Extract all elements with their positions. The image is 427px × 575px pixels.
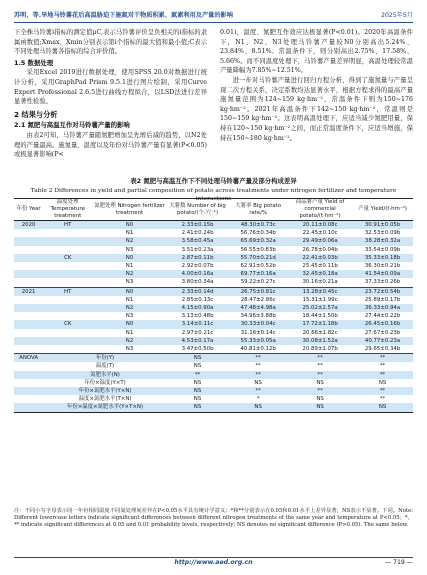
col-header-year: 年份 Year	[14, 199, 43, 221]
cell-anova-label	[14, 403, 43, 412]
cell-factor: 温度×氮肥水平(T×N)	[78, 396, 132, 403]
cell-big-rate: 30.33±0.04c	[228, 320, 288, 328]
table-row	[14, 337, 413, 345]
cell-temperature	[43, 329, 92, 337]
cell-commercial-yield: 32.45±0.18a	[288, 270, 352, 278]
cell-big-potato: 3.14±0.11c	[167, 320, 228, 328]
cell-nitrogen: N3	[125, 313, 134, 320]
cell-big-rate: **	[228, 387, 288, 395]
cell-big-rate: 62.91±0.52b	[240, 263, 276, 270]
cell-temperature: CK	[43, 320, 92, 328]
cell-big-potato: 2.97±0.21c	[181, 329, 214, 336]
cell-factor: 年份×温度×氮肥水平(Y×T×N)	[43, 403, 167, 412]
cell-nitrogen: N3	[125, 346, 134, 353]
cell-yield: 29.65±0.34b	[364, 346, 401, 353]
cell-big-rate: 59.22±0.27c	[240, 279, 276, 286]
cell-big-rate: 31.16±0.14c	[240, 329, 276, 336]
table-row	[14, 246, 413, 254]
cell-big-potato: 2.87±0.11b	[167, 254, 228, 262]
cell-year	[14, 254, 43, 262]
cell-commercial-yield: 17.72±1.18b	[288, 320, 352, 328]
cell-temperature: HT	[43, 287, 92, 296]
cell-year	[14, 304, 43, 312]
cell-yield: 30.91±0.05b	[352, 221, 413, 230]
table-row	[14, 296, 413, 304]
cell-big-potato: **	[167, 371, 228, 379]
cell-big-potato: 2.85±0.13c	[181, 296, 214, 303]
cell-big-rate: 40.81±0.12b	[240, 346, 276, 353]
left-paragraph-2: 采用Excel 2019进行数据处理，使用SPSS 20.0对数据进行统计分析，采用GraphPad Prism 9.5.1进行图片绘制，采用Curve Expert Professional 2.6.5进行曲线方程拟合，以LSD法进行差异显著性检验。	[14, 69, 207, 106]
cell-commercial-yield: 25.02±2.57a	[288, 304, 352, 312]
cell-big-potato: 2.33±0.14d	[167, 287, 228, 296]
cell-big-potato: 2.41±0.24b	[181, 230, 214, 237]
table-row	[14, 278, 413, 287]
anova-row	[14, 371, 413, 379]
cell-commercial-yield: 26.78±0.04b	[302, 246, 338, 253]
cell-year	[14, 345, 43, 354]
cell-big-rate: 65.69±0.32a	[228, 237, 288, 245]
header-title: 苏明，等.旱地马铃薯花后高温胁迫下施氮对干物质积累、氮素利用及产量的影响	[14, 12, 233, 19]
cell-temperature: CK	[43, 254, 92, 262]
anova-row	[14, 395, 413, 403]
cell-big-rate: 26.75±0.81c	[228, 287, 288, 296]
yield-table	[14, 198, 413, 413]
cell-yield: 25.89±0.17b	[364, 296, 401, 303]
col-header-temperature: 温度处理 Temperature treatment	[43, 199, 92, 221]
cell-year	[14, 262, 43, 270]
cell-yield: 26.45±0.16b	[352, 320, 413, 328]
cell-commercial-yield: 22.45±0.10c	[302, 230, 338, 237]
anova-row	[14, 403, 413, 412]
cell-commercial-yield: 20.66±1.82c	[302, 329, 338, 336]
table-note: 注：不同小写字母表示同一年份相同温度不同氮处理间差异在P<0.05水平具有统计学意义；*和**分别表示在0.05和0.01水平上差异显著，NS表示不显著。下同。Note: Different lowercase letters indicate significant differences between different nitrogen treatments of the same year and temperature at P<0.05；*，** indicate significant differences at 0.05 and 0.01 probability levels, respectively; NS denotes no significant difference (P>0.05). The same below.	[14, 508, 413, 529]
cell-nitrogen: N0	[92, 287, 167, 296]
cell-big-rate: **	[255, 363, 261, 370]
cell-commercial-yield: 13.28±0.45c	[288, 287, 352, 296]
cell-commercial-yield: **	[288, 354, 352, 363]
journal-url: http://www.aed.org.cn	[174, 559, 253, 566]
cell-nitrogen: N1	[125, 329, 134, 336]
cell-yield: 41.54±0.09a	[352, 270, 413, 278]
cell-nitrogen: N3	[125, 279, 134, 286]
cell-big-potato: NS	[167, 403, 228, 412]
cell-year	[14, 229, 43, 237]
cell-year	[14, 237, 43, 245]
cell-factor: 年份×温度(Y×T)	[84, 379, 126, 386]
cell-big-rate: 47.48±4.98a	[228, 304, 288, 312]
cell-anova-label	[14, 379, 43, 387]
col-header-nitrogen: 氮肥处理 Nitrogen fertilizer treatment	[92, 199, 167, 221]
cell-commercial-yield: 22.41±0.03b	[288, 254, 352, 262]
cell-big-rate: 55.70±0.21d	[228, 254, 288, 262]
section-2-heading: 2 结果与分析	[14, 109, 58, 119]
cell-big-potato: 3.80±0.34a	[181, 279, 214, 286]
col-header-big-rate: 大薯率 Big potato rate/%	[228, 199, 288, 221]
cell-yield: 32.53±0.09b	[364, 230, 401, 237]
header-rule	[14, 22, 413, 23]
cell-big-rate: 34.96±3.88b	[240, 313, 276, 320]
cell-big-potato: NS	[167, 354, 228, 363]
cell-temperature	[43, 304, 92, 312]
cell-yield: 27.67±0.23b	[364, 329, 401, 336]
cell-year	[14, 246, 43, 254]
cell-commercial-yield: NS	[316, 396, 324, 403]
cell-year: 2021	[14, 287, 43, 296]
cell-temperature	[43, 246, 92, 254]
col-header-big-potato: 大薯数 Number of big potato/(个·穴⁻¹)	[167, 199, 228, 221]
cell-nitrogen: N2	[92, 270, 167, 278]
cell-yield: 40.77±0.23a	[352, 337, 413, 345]
cell-big-rate: NS	[228, 403, 288, 412]
cell-big-rate: *	[256, 396, 260, 403]
cell-big-potato: NS	[193, 363, 202, 370]
cell-big-potato: 3.13±0.48b	[181, 313, 214, 320]
anova-row	[14, 354, 413, 363]
cell-factor: 氮肥水平(N)	[43, 371, 167, 379]
footer-rule	[14, 557, 413, 558]
cell-commercial-yield: **	[288, 371, 352, 379]
right-paragraph-1: 0.01)，温度、氮肥互作效应达极显著(P<0.01)。2020年高温条件下，N1、N2、N3处理马铃薯产量较N0分别高出5.24%、23.84%、8.51%；常温条件下，则分别高出2.75%、17.58%、5.66%。而不同温度处理下，马铃薯产量差异明显，高温处理较常温产量降幅为7.85%~12.51%。	[220, 29, 413, 75]
cell-commercial-yield: 29.49±0.06a	[288, 237, 352, 245]
cell-temperature	[43, 278, 92, 287]
cell-nitrogen: N1	[125, 263, 134, 270]
cell-big-potato: 2.92±0.07b	[181, 263, 214, 270]
cell-big-potato: NS	[193, 396, 202, 403]
cell-big-potato: 4.53±0.17a	[167, 337, 228, 345]
cell-big-rate: 69.77±0.16a	[228, 270, 288, 278]
cell-temperature	[43, 345, 92, 354]
cell-nitrogen: N2	[92, 304, 167, 312]
cell-nitrogen: N3	[125, 246, 134, 253]
cell-nitrogen: N1	[125, 230, 134, 237]
cell-temperature: HT	[43, 221, 92, 230]
page-number: — 719 —	[384, 559, 413, 566]
table-row	[14, 329, 413, 337]
cell-big-potato: 4.15±0.90a	[167, 304, 228, 312]
cell-commercial-yield: 15.31±1.99c	[302, 296, 338, 303]
cell-commercial-yield: **	[288, 387, 352, 395]
cell-big-rate: 28.47±2.86c	[240, 296, 276, 303]
table-body	[14, 221, 413, 413]
cell-big-potato: 3.47±0.50b	[181, 346, 214, 353]
cell-nitrogen: N0	[92, 320, 167, 328]
cell-year	[14, 270, 43, 278]
cell-big-potato: NS	[193, 379, 202, 386]
cell-commercial-yield: **	[317, 363, 323, 370]
cell-nitrogen: N2	[92, 337, 167, 345]
cell-big-potato: 3.51±0.23a	[181, 246, 214, 253]
cell-temperature	[43, 229, 92, 237]
cell-commercial-yield: NS	[288, 403, 352, 412]
cell-big-rate: **	[228, 354, 288, 363]
cell-nitrogen: N1	[125, 296, 134, 303]
cell-big-rate: 48.30±0.73c	[228, 221, 288, 230]
cell-big-rate: 56.76±0.34b	[240, 230, 276, 237]
cell-big-potato: 3.58±0.45a	[167, 237, 228, 245]
cell-big-rate: **	[228, 371, 288, 379]
table-row	[14, 254, 413, 262]
anova-row	[14, 362, 413, 370]
cell-yield: **	[352, 371, 413, 379]
cell-year	[14, 329, 43, 337]
cell-nitrogen: N2	[92, 237, 167, 245]
table-row	[14, 304, 413, 312]
running-header	[14, 10, 413, 22]
cell-commercial-yield: 30.08±1.52a	[288, 337, 352, 345]
table-row	[14, 320, 413, 328]
cell-anova-label: ANOVA	[14, 354, 43, 363]
cell-temperature	[43, 270, 92, 278]
right-column	[220, 28, 413, 143]
cell-anova-label	[14, 371, 43, 379]
col-header-commercial-yield: 商品薯产量 Yield of commercial potato/(t·hm⁻²)	[288, 199, 352, 221]
cell-yield: 36.30±0.21b	[364, 263, 401, 270]
cell-year	[14, 312, 43, 320]
cell-big-rate: 55.33±0.05a	[228, 337, 288, 345]
cell-year	[14, 296, 43, 304]
anova-row	[14, 379, 413, 387]
cell-year: 2020	[14, 221, 43, 230]
cell-commercial-yield: 25.45±0.11b	[302, 263, 338, 270]
cell-yield: 36.33±0.94a	[352, 304, 413, 312]
cell-yield: 27.44±0.22b	[364, 313, 401, 320]
left-paragraph-3: 由表2可知，马铃薯产量随氮肥增加呈先增后减的趋势，以N2处理的产量最高。施氮量、温度以及年份对马铃薯产量有显著(P<0.05)或极显著影响(P<	[14, 131, 207, 159]
table-caption-cn: 表2 氮肥与高温互作下不同处理马铃薯产量及部分构成差异	[130, 177, 297, 185]
cell-yield: **	[352, 354, 413, 363]
table-row	[14, 262, 413, 270]
table-row	[14, 270, 413, 278]
cell-year	[14, 320, 43, 328]
cell-temperature	[43, 237, 92, 245]
left-column	[14, 28, 207, 160]
section-2-1-heading: 2.1 氮肥与高温互作对马铃薯产量的影响	[14, 121, 130, 130]
anova-row	[14, 387, 413, 395]
cell-year	[14, 337, 43, 345]
cell-commercial-yield: NS	[316, 379, 324, 386]
cell-anova-label	[14, 395, 43, 403]
table-row	[14, 237, 413, 245]
table-row	[14, 287, 413, 296]
left-paragraph-1: 下全株马铃薯i指标的测定值μC,表示马铃薯评价呈负相关的i指标的隶属函数值;Xmax、Xmin分别表示第i个指标的最大值和最小值;C表示不同处理马铃薯各指标的综合评价值。	[14, 29, 207, 56]
cell-yield: 37.33±0.26b	[364, 279, 401, 286]
cell-commercial-yield: 20.89±1.07b	[302, 346, 338, 353]
header-issue: 2025年5月	[380, 12, 413, 19]
cell-nitrogen: N0	[92, 254, 167, 262]
cell-commercial-yield: 30.16±0.21a	[302, 279, 338, 286]
cell-factor: 温度(T)	[95, 363, 115, 370]
cell-yield: **	[379, 396, 386, 403]
cell-big-rate: NS	[254, 379, 262, 386]
cell-yield: 38.28±0.32a	[352, 237, 413, 245]
cell-temperature	[43, 262, 92, 270]
cell-factor: 年份(Y)	[43, 354, 167, 363]
cell-big-potato: NS	[167, 387, 228, 395]
cell-nitrogen: N0	[92, 221, 167, 230]
cell-yield: 23.72±0.54b	[352, 287, 413, 296]
cell-yield: 35.33±0.18b	[352, 254, 413, 262]
cell-commercial-yield: 18.44±1.50b	[302, 313, 338, 320]
cell-big-rate: 56.55±0.83b	[240, 246, 276, 253]
table-row	[14, 345, 413, 354]
cell-yield: NS	[378, 379, 387, 386]
cell-yield: NS	[352, 403, 413, 412]
cell-anova-label	[14, 362, 43, 370]
right-paragraph-2: 进一步对马铃薯产量进行回归方程分析，得到了施氮量与产量呈现二次方程关系，决定系数均达显著水平，根据方程求得的最高产量施氮量范围为124~159 kg·hm⁻²，常温条件下则为150~176 kg·hm⁻²。2021年高温条件下142~150 kg·hm⁻²，常温则是150~159 kg·hm⁻²。这表明高温处理下，应适当减少氮肥用量，保持在120~150 kg·hm⁻²之间，而正常温度条件下，应适当增施，保持在150~180 kg·hm⁻²。	[220, 76, 413, 142]
table-row	[14, 312, 413, 320]
section-1-5-heading: 1.5 数据处理	[14, 58, 54, 67]
cell-temperature	[43, 312, 92, 320]
cell-year	[14, 278, 43, 287]
cell-commercial-yield: 20.11±0.08c	[288, 221, 352, 230]
table-row	[14, 229, 413, 237]
cell-big-potato: 4.00±0.16a	[167, 270, 228, 278]
cell-yield: **	[352, 387, 413, 395]
cell-yield: 33.54±0.09b	[364, 246, 401, 253]
table-caption-en: Table 2 Differences in yield and partial composition of potato across treatments under nitrogen fertilizer and temperature interactions	[30, 188, 397, 202]
cell-temperature	[43, 296, 92, 304]
col-header-yield: 产量 Yield/(t·hm⁻²)	[352, 199, 413, 221]
cell-factor: 年份×氮肥水平(Y×N)	[43, 387, 167, 395]
cell-anova-label	[14, 387, 43, 395]
cell-big-potato: 2.33±0.15b	[167, 221, 228, 230]
table-row	[14, 221, 413, 230]
cell-yield: **	[379, 363, 386, 370]
cell-temperature	[43, 337, 92, 345]
